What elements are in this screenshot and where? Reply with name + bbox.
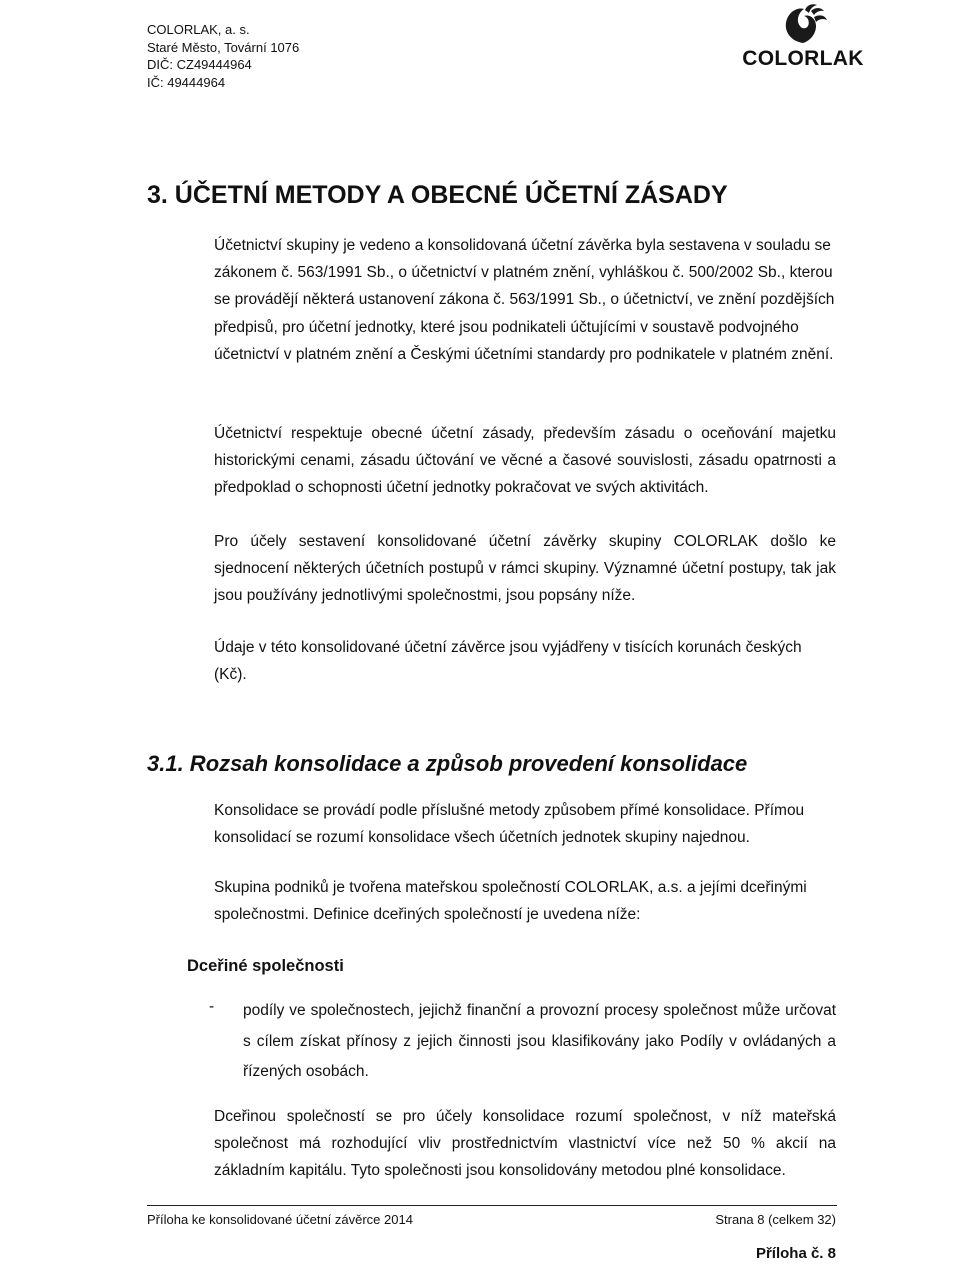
company-info — [147, 21, 299, 91]
section-3-1-heading: 3.1. Rozsah konsolidace a způsob provedení konsolidace — [147, 751, 748, 776]
company-address: Staré Město, Tovární 1076 — [147, 39, 300, 55]
footer-page-number: Strana 8 (celkem 32) — [715, 1212, 836, 1227]
company-logo — [738, 2, 868, 74]
logo-wordmark: COLORLAK — [742, 47, 864, 70]
paragraph-principles: Účetnictví respektuje obecné účetní zásady, především zásadu o oceňování majetku historickými cenami, zásadu účtování ve věcné a časové souvislosti, zásadu opatrnosti a předpoklad o schopnosti účetní jednotky pokračovat ve svých aktivitách. — [214, 425, 836, 497]
paragraph-unification: Pro účely sestavení konsolidované účetní závěrky skupiny COLORLAK došlo ke sjednocení některých účetních postupů v rámci skupiny. Významné účetní postupy, tak jak jsou používány jednotlivými společnostmi, jsou popsány níže. — [214, 533, 836, 605]
paragraph-consolidation-method: Konsolidace se provádí podle příslušné metody způsobem přímé konsolidace. Přímou konsolidací se rozumí konsolidace všech účetních jednotek skupiny najednou. — [214, 802, 805, 847]
section-3-heading: 3. ÚČETNÍ METODY A OBECNÉ ÚČETNÍ ZÁSADY — [147, 181, 728, 209]
paragraph-subsidiary-definition: Dceřinou společností se pro účely konsolidace rozumí společnost, v níž mateřská společnost má rozhodující vliv prostřednictvím vlastnictví více než 50 % akcií na základním kapitálu. Tyto společnosti jsou konsolidovány metodou plné konsolidace. — [214, 1108, 836, 1180]
company-name: COLORLAK, a. s. — [147, 22, 250, 37]
footer-divider — [147, 1205, 837, 1206]
paragraph-currency: Údaje v této konsolidované účetní závěrce jsou vyjádřeny v tisících korunách českých (Kč). — [214, 639, 802, 684]
company-ic: IČ: 49444964 — [147, 74, 226, 90]
paragraph-legal-basis: Účetnictví skupiny je vedeno a konsolidovaná účetní závěrka byla sestavena v souladu se zákonem č. 563/1991 Sb., o účetnictví v platném znění, vyhláškou č. 500/2002 Sb., kterou se provádějí některá ustanovení zákona č. 563/1991 Sb., o účetnictví, ve znění pozdějších předpisů, pro účetní jednotky, které jsou podnikateli účtujícími v soustavě podvojného účetnictví v platném znění a Českými účetními standardy pro podnikatele v platném znění. — [214, 237, 835, 363]
annex-label: Příloha č. 8 — [755, 1245, 836, 1262]
bullet-item: podíly ve společnostech, jejichž finanční a provozní procesy společnost může určovat s cílem získat přínosy z jejich činnosti jsou klasifikovány jako Podíly v ovládaných a řízených osobách. — [243, 1002, 836, 1080]
footer-document-title: Příloha ke konsolidované účetní závěrce 2014 — [147, 1212, 413, 1227]
subsidiaries-heading: Dceřiné společnosti — [187, 957, 344, 975]
bullet-marker: - — [209, 998, 215, 1015]
rooster-logo-icon — [771, 2, 835, 46]
company-dic: DIČ: CZ49444964 — [147, 57, 252, 72]
paragraph-group-structure: Skupina podniků je tvořena mateřskou společností COLORLAK, a.s. a jejími dceřinými společnostmi. Definice dceřiných společností je uvedena níže: — [214, 879, 807, 924]
